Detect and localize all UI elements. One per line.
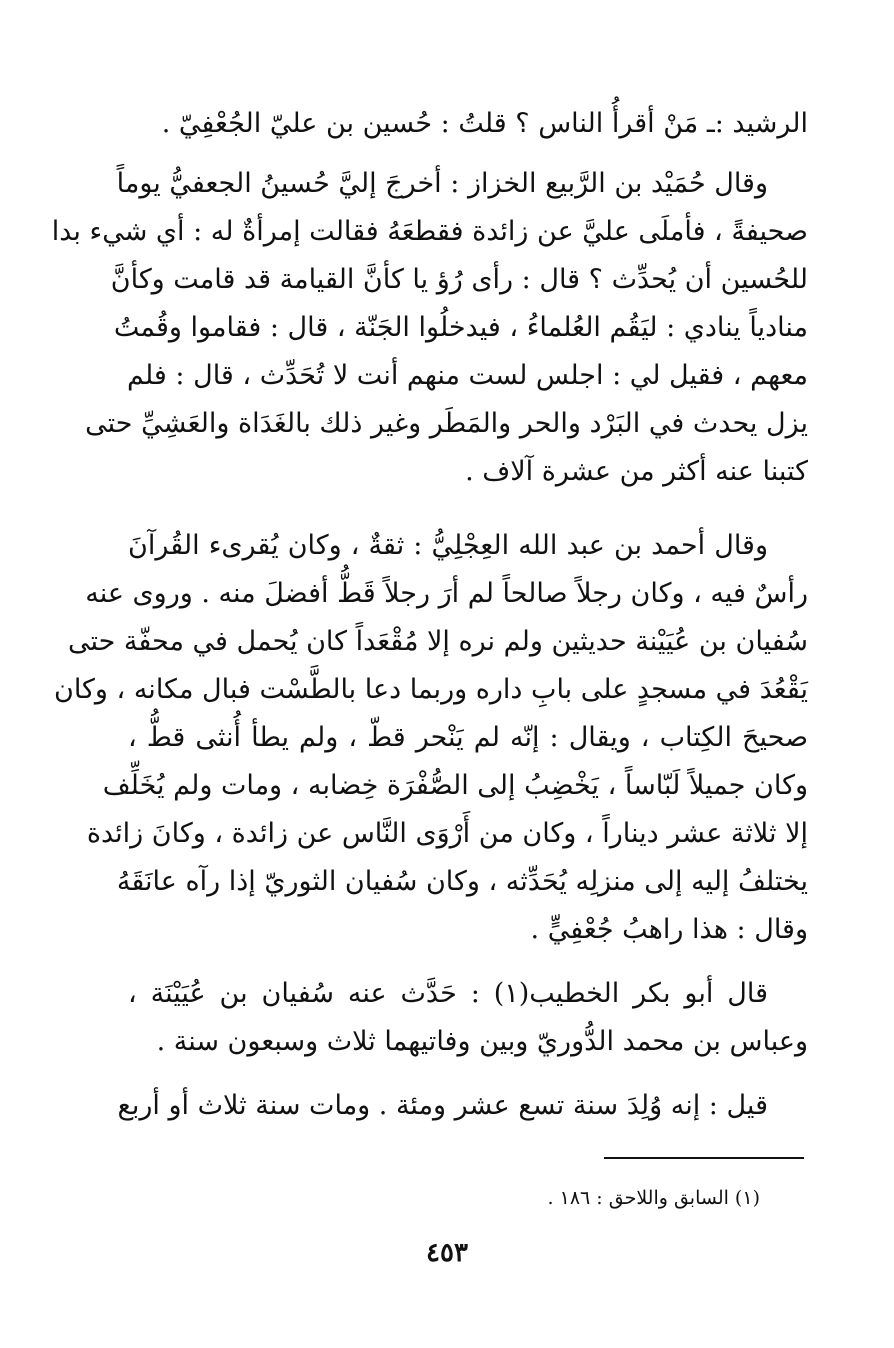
paragraph-4	[128, 970, 808, 1066]
footnote-divider	[604, 1157, 804, 1159]
text-line: وكان جميلاً لَبّاساً ، يَخْضِبُ إلى الصُّفْرَة خِضابه ، ومات ولم يُخَلِّف	[102, 770, 808, 801]
paragraph-2	[51, 160, 808, 496]
text-line: منادياً ينادي : ليَقُم العُلماءُ ، فيدخلُوا الجَنّة ، قال : فقاموا وقُمتُ	[113, 312, 808, 343]
text-line: صحيفةً ، فأملَى عليَّ عن زائدة فقطعَهُ فقالت إمرأةٌ له : أي شيء بدا	[51, 216, 808, 247]
text-line: للحُسين أن يُحدِّث ؟ قال : رأى رُؤ يا كأنَّ القيامة قد قامت وكأنَّ	[110, 264, 808, 295]
text-line: وعباس بن محمد الدُّوريّ وبين وفاتيهما ثلاث وسبعون سنة .	[156, 1026, 808, 1057]
paragraph-3	[54, 522, 808, 954]
text-line: يَقْعُدَ في مسجدٍ على بابِ داره وربما دعا بالطَّسْت فبال مكانه ، وكان	[54, 674, 808, 705]
text-line: يختلفُ إليه إلى منزلِه يُحَدِّثه ، وكان سُفيان الثوريّ إذا رآه عانَقَهُ	[116, 866, 808, 897]
text-line: وقال : هذا راهبُ جُعْفِيٍّ .	[530, 914, 808, 945]
paragraph-1	[128, 100, 808, 148]
text-line: يزل يحدث في البَرْد والحر والمَطَر وغير ذلك بالغَدَاة والعَشِيِّ حتى	[85, 408, 808, 439]
footnote: (١) السابق واللاحق : ١٨٦ .	[547, 1187, 760, 1209]
paragraph-5	[117, 1082, 808, 1130]
page-number: ٤٥٣	[426, 1238, 468, 1268]
text-line: إلا ثلاثة عشر ديناراً ، وكان من أَرْوَى النَّاس عن زائدة ، وكانَ زائدة	[86, 818, 808, 849]
text-line: سُفيان بن عُيَيْنة حديثين ولم نره إلا مُقْعَداً كان يُحمل في محفّة حتى	[68, 626, 808, 657]
text-line: وقال أحمد بن عبد الله العِجْلِيُّ : ثقةٌ ، وكان يُقرىء القُرآنَ	[128, 530, 768, 561]
text-line: رأسٌ فيه ، وكان رجلاً صالحاً لم أرَ رجلاً قَطُّ أفضلَ منه . وروى عنه	[85, 578, 808, 609]
text-line: صحيحَ الكِتاب ، ويقال : إنّه لم يَنْحر قطّ ، ولم يطأ أُنثى قطُّ ،	[128, 722, 808, 753]
text-line: الرشيد :ـ مَنْ أقرأُ الناس ؟ قلتُ : حُسين بن عليّ الجُعْفِيّ .	[161, 108, 808, 139]
text-line: قيل : إنه وُلِدَ سنة تسع عشر ومئة . ومات سنة ثلاث أو أربع	[117, 1090, 768, 1121]
text-line: معهم ، فقيل لي : اجلس لست منهم أنت لا تُحَدِّث ، قال : فلم	[127, 360, 808, 391]
text-line: قال أبو بكر الخطيب(١) : حَدَّث عنه سُفيان بن عُيَيْنَة ،	[128, 978, 768, 1009]
text-line: كتبنا عنه أكثر من عشرة آلاف .	[465, 456, 808, 487]
text-line: وقال حُمَيْد بن الرَّبيع الخزاز : أخرجَ إليَّ حُسينُ الجعفيُّ يوماً	[116, 168, 768, 199]
